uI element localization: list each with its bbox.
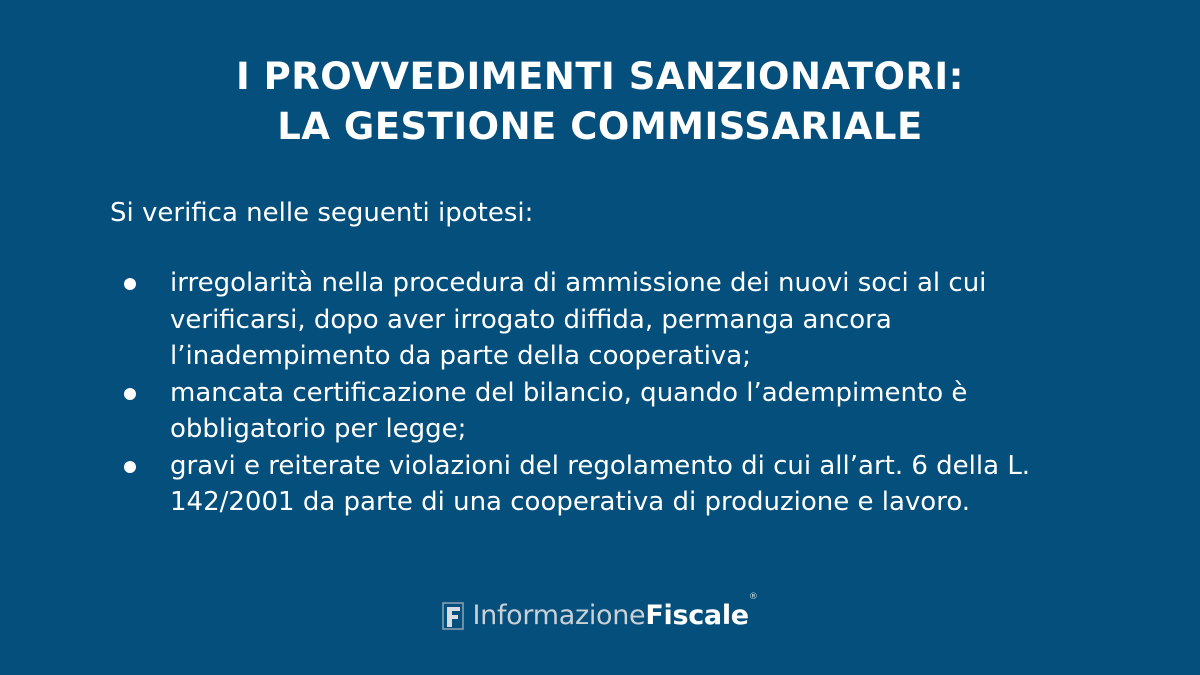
intro-text: Si verifica nelle seguenti ipotesi: <box>110 198 534 228</box>
bullet-icon <box>124 278 136 290</box>
brand-logo <box>442 592 758 631</box>
logo-text-part2: Fiscale <box>645 600 749 631</box>
list-item <box>110 448 1090 521</box>
logo-f-icon <box>442 601 466 631</box>
list-item-text: gravi e reiterate violazioni del regolamento di cui all’art. 6 della L. 142/2001 da parte di una cooperativa di produzione e lavoro. <box>170 450 1031 517</box>
title-line-1: I PROVVEDIMENTI SANZIONATORI: <box>236 55 964 98</box>
title-line-2: LA GESTIONE COMMISSARIALE <box>277 105 923 148</box>
bullet-icon <box>124 388 136 400</box>
logo-text-part1: Informazione <box>472 600 646 631</box>
list-item <box>110 265 1090 375</box>
hypotheses-list <box>110 265 1090 521</box>
footer <box>0 592 1200 640</box>
list-item-text: mancata certificazione del bilancio, quando l’adempimento è obbligatorio per legge; <box>170 377 968 444</box>
logo-wordmark <box>472 592 758 631</box>
registered-mark: ® <box>748 592 758 602</box>
bullet-icon <box>124 461 136 473</box>
page-title <box>0 52 1200 152</box>
list-item <box>110 375 1090 448</box>
list-item-text: irregolarità nella procedura di ammissione dei nuovi soci al cui verificarsi, dopo aver irrogato diffida, permanga ancora l’inadempimento da parte della cooperativa; <box>170 268 987 371</box>
